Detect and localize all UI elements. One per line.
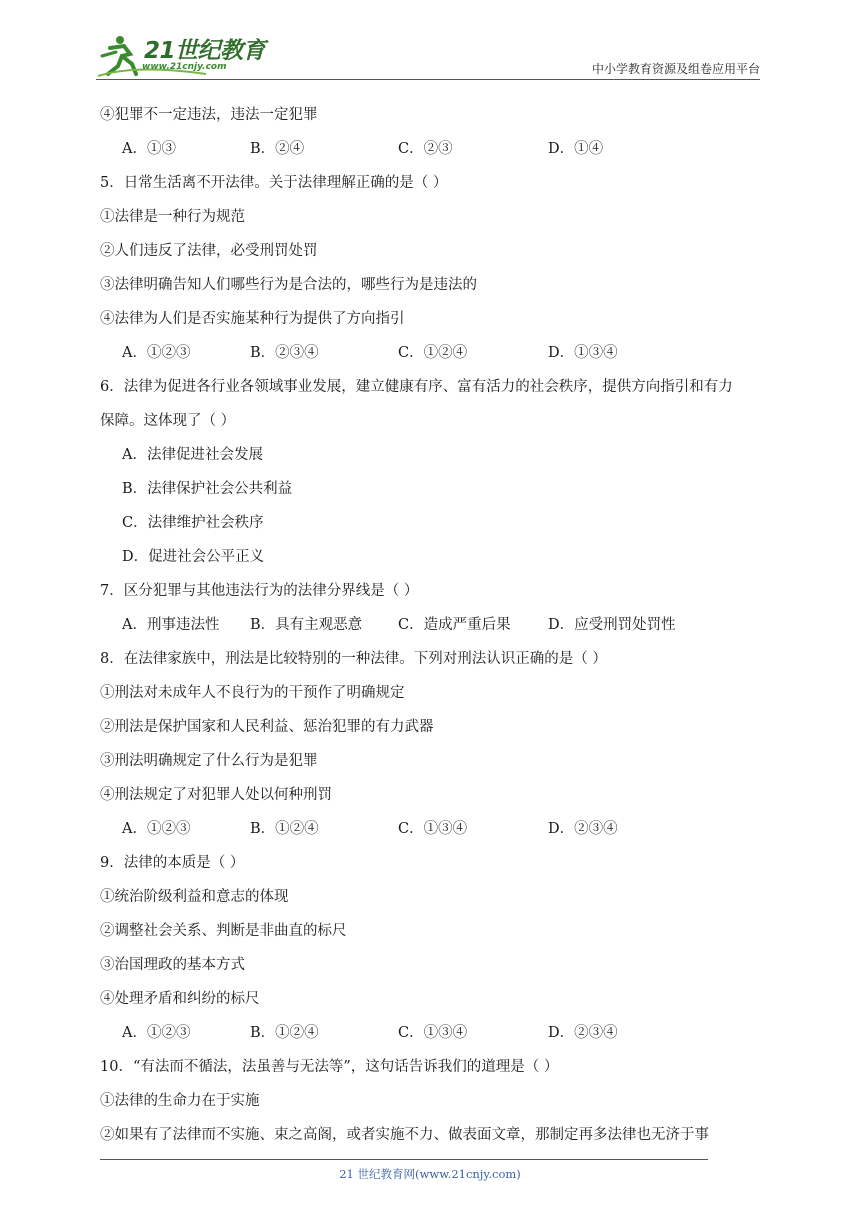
option-a: A．①②③: [122, 1025, 191, 1041]
option-a: A．法律促进社会发展: [122, 447, 263, 463]
statement: ④处理矛盾和纠纷的标尺: [100, 991, 260, 1007]
question-9: 9．法律的本质是（ ）: [100, 855, 245, 871]
option-c: C．造成严重后果: [398, 617, 511, 633]
option-c: C．①②④: [398, 345, 468, 361]
logo-url: www.21cnjy.com: [142, 62, 227, 72]
option-b: B．①②④: [250, 821, 319, 837]
option-d: D．应受刑罚处罚性: [548, 617, 676, 633]
option-a: A．刑事违法性: [122, 617, 220, 633]
statement: ②如果有了法律而不实施、束之高阁，或者实施不力、做表面文章，那制定再多法律也无济于事: [100, 1127, 709, 1143]
statement: ③刑法明确规定了什么行为是犯罪: [100, 753, 318, 769]
statement: ③法律明确告知人们哪些行为是合法的，哪些行为是违法的: [100, 277, 477, 293]
footer-text: 21 世纪教育网(www.21cnjy.com): [339, 1167, 521, 1181]
statement: ①刑法对未成年人不良行为的干预作了明确规定: [100, 685, 405, 701]
option-a: A．①③: [122, 141, 176, 157]
question-7: 7．区分犯罪与其他违法行为的法律分界线是（ ）: [100, 583, 419, 599]
option-b: B．法律保护社会公共利益: [122, 481, 293, 497]
statement: ④犯罪不一定违法，违法一定犯罪: [100, 107, 318, 123]
option-a: A．①②③: [122, 345, 191, 361]
statement: ①统治阶级利益和意志的体现: [100, 889, 289, 905]
options-row: [100, 135, 760, 169]
statement: ①法律的生命力在于实施: [100, 1093, 260, 1109]
header-divider: [96, 79, 760, 80]
option-c: C．①③④: [398, 1025, 468, 1041]
statement: ①法律是一种行为规范: [100, 209, 245, 225]
option-d: D．①③④: [548, 345, 618, 361]
option-b: B．①②④: [250, 1025, 319, 1041]
question-10: 10．“有法而不循法，法虽善与无法等”，这句话告诉我们的道理是（ ）: [100, 1059, 559, 1075]
option-d: D．②③④: [548, 1025, 618, 1041]
option-a: A．①②③: [122, 821, 191, 837]
option-b: B．具有主观恶意: [250, 617, 363, 633]
options-row: [100, 815, 760, 849]
statement: ④刑法规定了对犯罪人处以何种刑罚: [100, 787, 332, 803]
statement: ③治国理政的基本方式: [100, 957, 245, 973]
options-row: [100, 611, 760, 645]
statement: ②刑法是保护国家和人民利益、惩治犯罪的有力武器: [100, 719, 434, 735]
options-row: [100, 339, 760, 373]
question-content: [100, 101, 760, 1155]
option-c: C．②③: [398, 141, 453, 157]
statement: ②调整社会关系、判断是非曲直的标尺: [100, 923, 347, 939]
option-b: B．②④: [250, 141, 305, 157]
logo-text: 21世纪教育: [144, 38, 266, 64]
question-6: 6．法律为促进各行业各领域事业发展，建立健康有序、富有活力的社会秩序，提供方向指引和有力: [100, 379, 733, 395]
statement: ④法律为人们是否实施某种行为提供了方向指引: [100, 311, 405, 327]
option-d: D．①④: [548, 141, 604, 157]
question-8: 8．在法律家族中，刑法是比较特别的一种法律。下列对刑法认识正确的是（ ）: [100, 651, 607, 667]
option-d: D．②③④: [548, 821, 618, 837]
footer-divider: [100, 1159, 708, 1160]
page-header: [96, 30, 760, 80]
option-b: B．②③④: [250, 345, 319, 361]
platform-name: 中小学教育资源及组卷应用平台: [591, 62, 760, 76]
option-c: C．①③④: [398, 821, 468, 837]
options-row: [100, 1019, 760, 1053]
statement: ②人们违反了法律，必受刑罚处罚: [100, 243, 318, 259]
question-6-continued: 保障。这体现了（ ）: [100, 413, 236, 429]
option-d: D．促进社会公平正义: [122, 549, 265, 565]
question-5: 5．日常生活离不开法律。关于法律理解正确的是（ ）: [100, 175, 448, 191]
option-c: C．法律维护社会秩序: [122, 515, 264, 531]
